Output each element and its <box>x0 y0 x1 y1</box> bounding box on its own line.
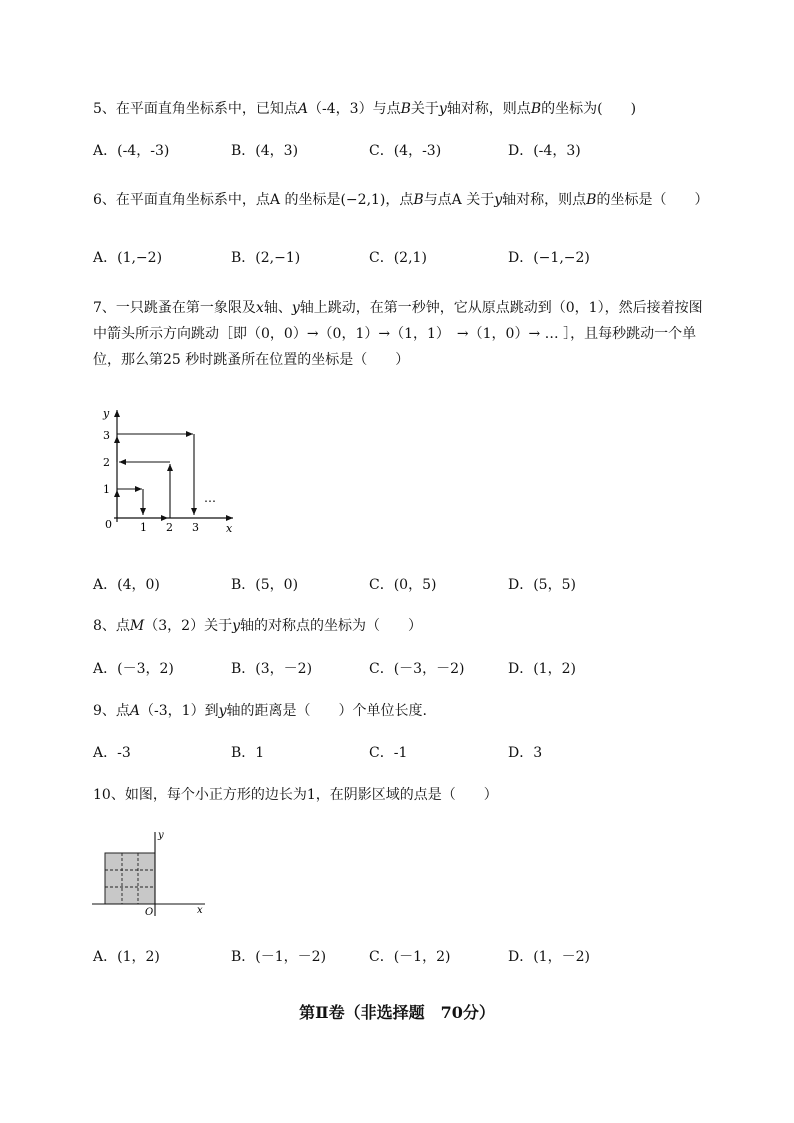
q9-option-d[interactable]: D．3 <box>508 745 543 761</box>
q5-var-b: B <box>400 101 411 117</box>
q6-option-b[interactable]: B．(2,−1) <box>231 250 301 266</box>
q9-text-a: 9、点 <box>93 703 130 719</box>
q5-option-a[interactable]: A．(-4，-3) <box>93 143 170 159</box>
q5-text-a: 5、在平面直角坐标系中，已知点 <box>93 101 298 117</box>
q7-option-b[interactable]: B．(5，0) <box>231 577 299 593</box>
q6-stem <box>93 191 708 209</box>
q7-stem-line2: 中箭头所示方向跳动［即（0，0）→（0，1）→（1，1） →（1，0）→ … ］，且每秒跳动一个单 <box>93 326 697 342</box>
q7-ellipsis: … <box>204 491 216 505</box>
q6-var-b2: B <box>586 192 597 208</box>
q7-figure <box>90 400 250 540</box>
q7-option-d[interactable]: D．(5，5) <box>508 577 576 593</box>
q7-text-c: 轴上跳动，在第一秒钟，它从原点跳动到（0，1），然后接着按图 <box>299 300 703 316</box>
q5-option-d[interactable]: D．(-4，3) <box>508 143 581 159</box>
q8-stem <box>93 617 422 635</box>
q6-var-y: y <box>494 192 503 208</box>
q8-text-c: 轴的对称点的坐标为（ ） <box>240 618 423 634</box>
q9-text-c: 轴的距离是（ ）个单位长度. <box>226 703 427 719</box>
q7-var-y: y <box>291 300 300 316</box>
q5-var-y: y <box>438 101 447 117</box>
q8-option-a[interactable]: A．(－3，2) <box>93 661 174 677</box>
q9-stem <box>93 702 427 720</box>
q5-text-e: 的坐标为( ) <box>541 101 637 117</box>
q10-x-label: x <box>197 905 203 916</box>
q8-text-a: 8、点 <box>93 618 130 634</box>
q6-option-a[interactable]: A．(1,−2) <box>93 250 163 266</box>
q9-var-a: A <box>129 703 141 719</box>
q8-var-y: y <box>232 618 241 634</box>
q6-text-b: ，点 <box>385 192 414 208</box>
q7-var-x: x <box>255 300 264 316</box>
q9-option-c[interactable]: C．-1 <box>369 745 408 761</box>
q7-y-tick-2: 2 <box>103 456 110 469</box>
q7-y-tick-3: 3 <box>103 429 110 442</box>
q6-coord: (−2,1) <box>340 192 386 208</box>
q10-shaded-region <box>105 853 155 904</box>
q5-var-a: A <box>297 101 309 117</box>
q5-text-d: 轴对称，则点 <box>446 101 531 117</box>
q5-var-b2: B <box>530 101 542 117</box>
q7-x-tick-1: 1 <box>140 521 147 534</box>
q7-option-c[interactable]: C．(0，5) <box>369 577 437 593</box>
q7-x-tick-2: 2 <box>166 521 173 534</box>
q10-option-c[interactable]: C．(－1，2) <box>369 949 451 965</box>
q10-y-label: y <box>158 830 164 841</box>
q10-option-a[interactable]: A．(1，2) <box>93 949 160 965</box>
section-title: 第Ⅱ卷（非选择题 70分） <box>299 1003 495 1022</box>
q10-stem: 10、如图，每个小正方形的边长为1，在阴影区域的点是（ ） <box>93 787 498 803</box>
q7-stem-line3: 位，那么第25 秒时跳蚤所在位置的坐标是（ ） <box>93 352 410 368</box>
q5-option-c[interactable]: C．(4，-3) <box>369 143 442 159</box>
q5-option-b[interactable]: B．(4，3) <box>231 143 299 159</box>
q6-text-d: 轴对称，则点 <box>502 192 587 208</box>
q8-option-c[interactable]: C．(－3，－2) <box>369 661 465 677</box>
q7-option-a[interactable]: A．(4，0) <box>93 577 160 593</box>
q7-x-tick-3: 3 <box>192 521 199 534</box>
q7-y-tick-1: 1 <box>103 483 110 496</box>
q8-text-b: （3，2）关于 <box>144 618 233 634</box>
q7-stem-line1 <box>93 299 703 317</box>
q9-var-y: y <box>218 703 227 719</box>
q8-option-b[interactable]: B．(3，－2) <box>231 661 313 677</box>
q6-var-b: B <box>413 192 424 208</box>
q7-origin-label: 0 <box>105 518 112 531</box>
q10-option-b[interactable]: B．(－1，－2) <box>231 949 327 965</box>
q10-option-d[interactable]: D．(1，－2) <box>508 949 590 965</box>
q9-option-a[interactable]: A．-3 <box>93 745 131 761</box>
q6-option-d[interactable]: D．(−1,−2) <box>508 250 590 266</box>
q8-option-d[interactable]: D．(1，2) <box>508 661 576 677</box>
q6-text-e: 的坐标是（ ） <box>596 192 709 208</box>
q6-text-a: 6、在平面直角坐标系中，点A 的坐标是 <box>93 192 341 208</box>
q10-figure <box>90 826 215 921</box>
q7-text-a: 7、一只跳蚤在第一象限及 <box>93 300 256 316</box>
q5-text-c: 关于 <box>410 101 439 117</box>
q8-var-m: M <box>129 618 145 634</box>
q6-option-c[interactable]: C．(2,1) <box>369 250 427 266</box>
q9-text-b: （-3，1）到 <box>140 703 219 719</box>
q7-y-label: y <box>103 407 110 420</box>
q9-option-b[interactable]: B．1 <box>231 745 265 761</box>
q7-x-label: x <box>226 522 233 535</box>
q5-text-b: （-4，3）与点 <box>308 101 401 117</box>
q6-text-c: 与点A 关于 <box>423 192 495 208</box>
q7-text-b: 轴、 <box>263 300 292 316</box>
q5-stem <box>93 100 636 118</box>
q10-origin-label: O <box>145 907 154 918</box>
